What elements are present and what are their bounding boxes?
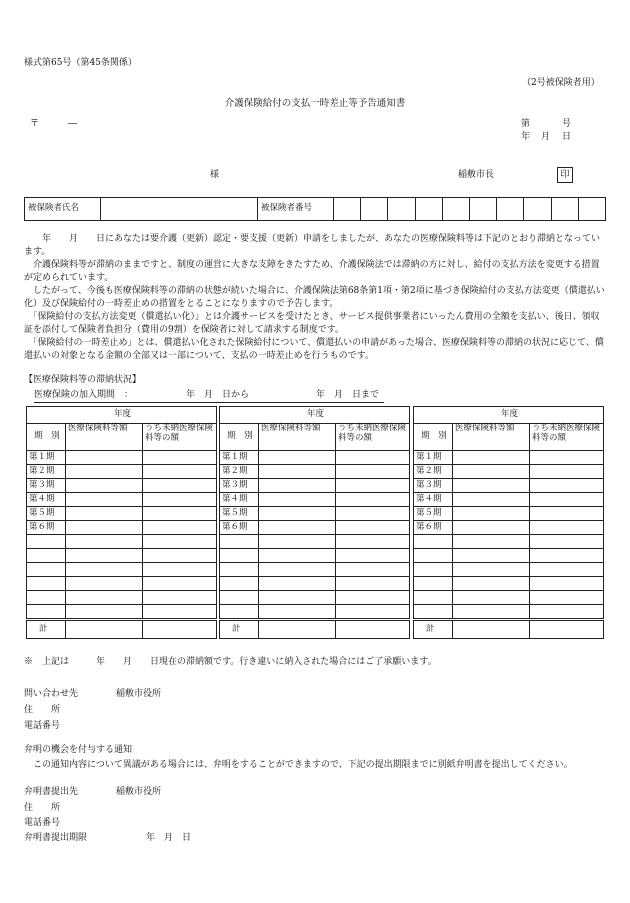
- premium-cell[interactable]: [259, 563, 336, 577]
- premium-cell[interactable]: [66, 465, 143, 479]
- premium-cell[interactable]: [259, 605, 336, 620]
- insured-number-digit[interactable]: [361, 198, 388, 221]
- document-title: 介護保険給付の支払一時差止等予告通知書: [224, 98, 406, 109]
- premium-cell[interactable]: [453, 563, 530, 577]
- unpaid-cell[interactable]: [530, 507, 604, 521]
- arrears-block-1: [26, 406, 217, 639]
- unpaid-cell[interactable]: [530, 605, 604, 620]
- col-period-header: 期 別: [27, 424, 66, 451]
- empty-cell[interactable]: [27, 577, 66, 591]
- empty-cell[interactable]: [414, 535, 453, 549]
- premium-cell[interactable]: [259, 549, 336, 563]
- arrears-note: ※ 上記は 年 月 日現在の滞納額です。行き違いに納入された場合にはご了承願います。: [24, 657, 437, 667]
- total-label: 計: [414, 620, 453, 639]
- unpaid-cell[interactable]: [143, 507, 217, 521]
- body-paragraph-1: 年 月 日にあなたは要介護（更新）認定・要支援（更新）申請をしましたが、あなたの医療保険料等は下記のとおり滞納となっています。: [24, 234, 601, 257]
- seal-mark: 印: [557, 167, 573, 183]
- unpaid-cell[interactable]: [336, 563, 410, 577]
- premium-cell[interactable]: [259, 479, 336, 493]
- empty-cell[interactable]: [220, 605, 259, 620]
- premium-cell[interactable]: [453, 577, 530, 591]
- contact-label: 問い合わせ先: [24, 689, 79, 699]
- unpaid-cell[interactable]: [530, 451, 604, 465]
- defense-heading: 弁明の機会を付与する通知: [24, 745, 133, 755]
- period-cell: 第５期: [27, 507, 66, 521]
- insured-number-digit[interactable]: [442, 198, 469, 221]
- insured-name-field[interactable]: [101, 198, 258, 221]
- recipient-type: （2号被保険者用）: [522, 78, 600, 88]
- date-month: 月: [541, 132, 551, 142]
- premium-cell[interactable]: [66, 521, 143, 535]
- period-underline: [34, 402, 384, 403]
- col-premium-header: 医療保険料等額: [259, 424, 336, 451]
- section-heading: 【医療保険料等の滞納状況】: [24, 375, 142, 385]
- unpaid-cell[interactable]: [336, 479, 410, 493]
- premium-cell[interactable]: [453, 465, 530, 479]
- col-unpaid-header: うち未納医療保険料等の額: [143, 424, 217, 451]
- period-cell: 第３期: [414, 479, 453, 493]
- defense-text: この通知内容について異議がある場合には、弁明をすることができますので、下記の提出期限までに別紙弁明書を提出してください。: [24, 760, 573, 770]
- contact-address-label: 住 所: [24, 705, 61, 715]
- premium-cell[interactable]: [66, 493, 143, 507]
- premium-cell[interactable]: [453, 507, 530, 521]
- premium-cell[interactable]: [453, 479, 530, 493]
- contact-org: 稲敷市役所: [116, 689, 162, 699]
- col-premium-header: 医療保険料等額: [453, 424, 530, 451]
- premium-cell[interactable]: [66, 577, 143, 591]
- arrears-block-2: [219, 406, 410, 639]
- insured-number-digit[interactable]: [388, 198, 415, 221]
- addressee-suffix: 様: [210, 170, 220, 180]
- unpaid-cell[interactable]: [530, 563, 604, 577]
- arrears-block-3: [413, 406, 604, 639]
- insured-number-label: 被保険者番号: [258, 198, 334, 221]
- col-period-header: 期 別: [414, 424, 453, 451]
- unpaid-cell[interactable]: [530, 521, 604, 535]
- premium-cell[interactable]: [453, 605, 530, 620]
- empty-cell[interactable]: [27, 535, 66, 549]
- postal-mark: 〒: [30, 119, 40, 129]
- empty-cell[interactable]: [414, 577, 453, 591]
- period-cell: 第４期: [220, 493, 259, 507]
- col-period-header: 期 別: [220, 424, 259, 451]
- period-cell: 第６期: [414, 521, 453, 535]
- premium-cell[interactable]: [66, 605, 143, 620]
- unpaid-cell[interactable]: [530, 549, 604, 563]
- period-to: 年 月 日まで: [316, 390, 380, 400]
- premium-cell[interactable]: [259, 451, 336, 465]
- period-cell: 第４期: [414, 493, 453, 507]
- period-cell: 第３期: [27, 479, 66, 493]
- contact-phone-label: 電話番号: [24, 721, 61, 731]
- body-paragraph-5: 「保険給付の一時差止め」とは、償還払い化された保険給付について、償還払いの申請があった場合、医療保険料等の滞納の状況に応じて、償還払いの対象となる金額の全部又は一部について、支払の一時差止めを行うものです。: [24, 338, 604, 361]
- premium-cell[interactable]: [66, 549, 143, 563]
- insured-number-digit[interactable]: [415, 198, 442, 221]
- unpaid-cell[interactable]: [336, 549, 410, 563]
- unpaid-cell[interactable]: [143, 577, 217, 591]
- postal-dash: ―: [68, 119, 77, 129]
- premium-cell[interactable]: [453, 521, 530, 535]
- unpaid-cell[interactable]: [143, 451, 217, 465]
- period-cell: 第１期: [414, 451, 453, 465]
- empty-cell[interactable]: [414, 605, 453, 620]
- doc-number-go: 号: [562, 119, 572, 129]
- premium-cell[interactable]: [66, 507, 143, 521]
- premium-cell[interactable]: [66, 563, 143, 577]
- premium-cell[interactable]: [453, 591, 530, 605]
- unpaid-cell[interactable]: [143, 465, 217, 479]
- defense-phone-label: 電話番号: [24, 818, 61, 828]
- insured-id-table: [24, 197, 606, 221]
- premium-cell[interactable]: [259, 535, 336, 549]
- col-premium-header: 医療保険料等額: [66, 424, 143, 451]
- period-from: 年 月 日から: [186, 390, 250, 400]
- premium-cell[interactable]: [259, 465, 336, 479]
- period-cell: 第３期: [220, 479, 259, 493]
- year-header: 年度: [220, 407, 410, 424]
- empty-cell[interactable]: [414, 563, 453, 577]
- period-label: 医療保険の加入期間 ：: [34, 390, 134, 400]
- unpaid-cell[interactable]: [530, 479, 604, 493]
- insured-number-digit[interactable]: [334, 198, 361, 221]
- unpaid-cell[interactable]: [143, 591, 217, 605]
- unpaid-cell[interactable]: [336, 605, 410, 620]
- year-header: 年度: [27, 407, 217, 424]
- form-number: 様式第65号（第45条関係）: [24, 58, 137, 68]
- total-label: 計: [27, 620, 66, 639]
- insured-number-digit[interactable]: [497, 198, 524, 221]
- total-label: 計: [220, 620, 259, 639]
- unpaid-cell[interactable]: [143, 535, 217, 549]
- unpaid-cell[interactable]: [530, 465, 604, 479]
- unpaid-cell[interactable]: [143, 521, 217, 535]
- unpaid-cell[interactable]: [530, 591, 604, 605]
- unpaid-cell[interactable]: [530, 577, 604, 591]
- total-premium-cell[interactable]: [259, 620, 336, 639]
- body-paragraph-3: したがって、今後も医療保険料等の滞納の状態が続いた場合に、介護保険法第68条第1項・第2項に基づき保険給付の支払方法変更（償還払い化）及び保険給付の一時差止めの措置をとることになりますので予告します。: [24, 286, 605, 309]
- period-cell: 第１期: [220, 451, 259, 465]
- premium-cell[interactable]: [259, 507, 336, 521]
- total-premium-cell[interactable]: [453, 620, 530, 639]
- year-header: 年度: [414, 407, 604, 424]
- unpaid-cell[interactable]: [143, 563, 217, 577]
- period-cell: 第４期: [27, 493, 66, 507]
- defense-submit-org: 稲敷市役所: [116, 787, 162, 797]
- empty-cell[interactable]: [27, 549, 66, 563]
- body-paragraph-4: 「保険給付の支払方法変更（償還払い化）」とは介護サービスを受けたとき、サービス提供事業者にいったん費用の全額を支払い、後日、領収証を添付して保険者負担分（費用の9割）を保険者に対して請求する制度です。: [24, 312, 600, 335]
- premium-cell[interactable]: [453, 493, 530, 507]
- insured-number-digit[interactable]: [551, 198, 578, 221]
- premium-cell[interactable]: [66, 591, 143, 605]
- empty-cell[interactable]: [220, 591, 259, 605]
- defense-address-label: 住 所: [24, 803, 61, 813]
- period-cell: 第６期: [220, 521, 259, 535]
- premium-cell[interactable]: [66, 451, 143, 465]
- premium-cell[interactable]: [453, 451, 530, 465]
- total-unpaid-cell[interactable]: [336, 620, 410, 639]
- unpaid-cell[interactable]: [336, 493, 410, 507]
- col-unpaid-header: うち未納医療保険料等の額: [336, 424, 410, 451]
- unpaid-cell[interactable]: [336, 465, 410, 479]
- body-paragraph-2: 介護保険料等が滞納のままですと、制度の運営に大きな支障をきたすため、介護保険法では滞納の方に対し、給付の支払方法を変更する措置が定められています。: [24, 260, 600, 283]
- premium-cell[interactable]: [453, 535, 530, 549]
- period-cell: 第２期: [414, 465, 453, 479]
- unpaid-cell[interactable]: [143, 479, 217, 493]
- premium-cell[interactable]: [66, 535, 143, 549]
- defense-submit-label: 弁明書提出先: [24, 787, 79, 797]
- empty-cell[interactable]: [220, 563, 259, 577]
- period-cell: 第５期: [414, 507, 453, 521]
- empty-cell[interactable]: [220, 549, 259, 563]
- unpaid-cell[interactable]: [143, 493, 217, 507]
- period-cell: 第６期: [27, 521, 66, 535]
- date-day: 日: [562, 132, 572, 142]
- date-year: 年: [521, 132, 531, 142]
- defense-deadline-label: 弁明書提出期限: [24, 833, 88, 843]
- premium-cell[interactable]: [259, 577, 336, 591]
- insured-number-digit[interactable]: [578, 198, 605, 221]
- unpaid-cell[interactable]: [336, 451, 410, 465]
- insured-number-digit[interactable]: [469, 198, 496, 221]
- empty-cell[interactable]: [27, 591, 66, 605]
- period-cell: 第２期: [220, 465, 259, 479]
- period-cell: 第１期: [27, 451, 66, 465]
- unpaid-cell[interactable]: [336, 535, 410, 549]
- col-unpaid-header: うち未納医療保険料等の額: [530, 424, 604, 451]
- total-unpaid-cell[interactable]: [143, 620, 217, 639]
- unpaid-cell[interactable]: [336, 521, 410, 535]
- period-cell: 第５期: [220, 507, 259, 521]
- premium-cell[interactable]: [259, 521, 336, 535]
- unpaid-cell[interactable]: [530, 535, 604, 549]
- unpaid-cell[interactable]: [336, 577, 410, 591]
- unpaid-cell[interactable]: [143, 605, 217, 620]
- unpaid-cell[interactable]: [143, 549, 217, 563]
- empty-cell[interactable]: [414, 591, 453, 605]
- premium-cell[interactable]: [453, 549, 530, 563]
- empty-cell[interactable]: [220, 535, 259, 549]
- defense-deadline-value: 年 月 日: [146, 833, 192, 843]
- period-cell: 第２期: [27, 465, 66, 479]
- total-unpaid-cell[interactable]: [530, 620, 604, 639]
- doc-number-dai: 第: [521, 119, 531, 129]
- empty-cell[interactable]: [220, 577, 259, 591]
- empty-cell[interactable]: [414, 549, 453, 563]
- unpaid-cell[interactable]: [530, 493, 604, 507]
- premium-cell[interactable]: [259, 493, 336, 507]
- empty-cell[interactable]: [27, 563, 66, 577]
- unpaid-cell[interactable]: [336, 507, 410, 521]
- empty-cell[interactable]: [27, 605, 66, 620]
- insured-name-label: 被保険者氏名: [25, 198, 101, 221]
- total-premium-cell[interactable]: [66, 620, 143, 639]
- premium-cell[interactable]: [66, 479, 143, 493]
- insured-number-digit[interactable]: [524, 198, 551, 221]
- premium-cell[interactable]: [259, 591, 336, 605]
- issuer: 稲敷市長: [458, 170, 495, 180]
- unpaid-cell[interactable]: [336, 591, 410, 605]
